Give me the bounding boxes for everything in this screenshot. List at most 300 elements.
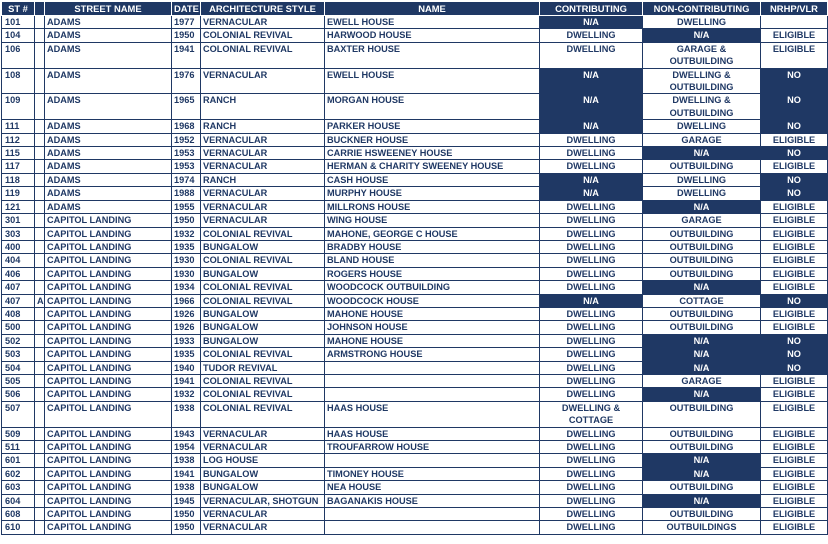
table-row xyxy=(2,173,828,186)
table-body xyxy=(2,16,828,535)
cell-nrhp-vlr: NO xyxy=(761,348,828,361)
cell-st-number: 507 xyxy=(2,401,35,427)
cell-suffix xyxy=(35,187,45,200)
cell-street-name: CAPITOL LANDING xyxy=(45,508,172,521)
cell-nrhp-vlr: NO xyxy=(761,334,828,347)
cell-date: 1955 xyxy=(172,200,201,213)
cell-nrhp-vlr: ELIGIBLE xyxy=(761,254,828,267)
cell-non-contributing: N/A xyxy=(643,348,761,361)
table-row xyxy=(2,307,828,320)
cell-suffix xyxy=(35,254,45,267)
table-row xyxy=(2,374,828,387)
cell-contributing: DWELLING xyxy=(540,334,643,347)
cell-nrhp-vlr: ELIGIBLE xyxy=(761,494,828,507)
table-row xyxy=(2,334,828,347)
cell-name: HAAS HOUSE xyxy=(325,401,540,427)
cell-name: MORGAN HOUSE xyxy=(325,94,540,120)
cell-suffix xyxy=(35,454,45,467)
cell-st-number: 106 xyxy=(2,42,35,68)
cell-street-name: CAPITOL LANDING xyxy=(45,481,172,494)
cell-suffix xyxy=(35,494,45,507)
cell-date: 1974 xyxy=(172,173,201,186)
cell-architecture-style: VERNACULAR xyxy=(201,187,325,200)
cell-date: 1966 xyxy=(172,294,201,307)
cell-name: ROGERS HOUSE xyxy=(325,267,540,280)
cell-non-contributing: OUTBUILDING xyxy=(643,227,761,240)
cell-suffix xyxy=(35,361,45,374)
cell-architecture-style: VERNACULAR xyxy=(201,427,325,440)
cell-non-contributing: OUTBUILDING xyxy=(643,441,761,454)
cell-name: WOODCOCK OUTBUILDING xyxy=(325,281,540,294)
cell-nrhp-vlr: ELIGIBLE xyxy=(761,481,828,494)
cell-st-number: 117 xyxy=(2,160,35,173)
table-row xyxy=(2,227,828,240)
cell-contributing: N/A xyxy=(540,187,643,200)
cell-non-contributing: OUTBUILDING xyxy=(643,307,761,320)
cell-suffix xyxy=(35,29,45,42)
cell-date: 1941 xyxy=(172,374,201,387)
cell-street-name: ADAMS xyxy=(45,42,172,68)
cell-architecture-style: BUNGALOW xyxy=(201,307,325,320)
cell-architecture-style: BUNGALOW xyxy=(201,321,325,334)
table-row xyxy=(2,68,828,94)
cell-st-number: 604 xyxy=(2,494,35,507)
cell-date: 1932 xyxy=(172,227,201,240)
cell-non-contributing: OUTBUILDING xyxy=(643,401,761,427)
table-row xyxy=(2,214,828,227)
table-row xyxy=(2,361,828,374)
cell-st-number: 601 xyxy=(2,454,35,467)
cell-st-number: 503 xyxy=(2,348,35,361)
cell-architecture-style: RANCH xyxy=(201,94,325,120)
cell-nrhp-vlr: ELIGIBLE xyxy=(761,307,828,320)
cell-non-contributing: OUTBUILDING xyxy=(643,160,761,173)
table-row xyxy=(2,254,828,267)
cell-nrhp-vlr: ELIGIBLE xyxy=(761,42,828,68)
cell-architecture-style: BUNGALOW xyxy=(201,481,325,494)
cell-date: 1954 xyxy=(172,441,201,454)
cell-street-name: CAPITOL LANDING xyxy=(45,307,172,320)
table-row xyxy=(2,521,828,534)
cell-nrhp-vlr: ELIGIBLE xyxy=(761,467,828,480)
cell-suffix xyxy=(35,388,45,401)
cell-non-contributing: N/A xyxy=(643,200,761,213)
table-row xyxy=(2,441,828,454)
cell-name xyxy=(325,454,540,467)
cell-suffix xyxy=(35,240,45,253)
cell-architecture-style: COLONIAL REVIVAL xyxy=(201,281,325,294)
cell-contributing: DWELLING xyxy=(540,214,643,227)
cell-street-name: CAPITOL LANDING xyxy=(45,401,172,427)
cell-st-number: 303 xyxy=(2,227,35,240)
cell-name: MURPHY HOUSE xyxy=(325,187,540,200)
cell-non-contributing: DWELLING & OUTBUILDING xyxy=(643,94,761,120)
cell-non-contributing: DWELLING xyxy=(643,173,761,186)
cell-non-contributing: N/A xyxy=(643,334,761,347)
cell-street-name: ADAMS xyxy=(45,187,172,200)
cell-architecture-style: COLONIAL REVIVAL xyxy=(201,374,325,387)
cell-name: BAXTER HOUSE xyxy=(325,42,540,68)
cell-nrhp-vlr: NO xyxy=(761,94,828,120)
cell-nrhp-vlr: ELIGIBLE xyxy=(761,454,828,467)
cell-date: 1940 xyxy=(172,361,201,374)
cell-suffix xyxy=(35,467,45,480)
cell-architecture-style: BUNGALOW xyxy=(201,240,325,253)
cell-st-number: 111 xyxy=(2,120,35,133)
cell-architecture-style: VERNACULAR xyxy=(201,214,325,227)
cell-architecture-style: VERNACULAR xyxy=(201,133,325,146)
cell-non-contributing: DWELLING xyxy=(643,120,761,133)
cell-nrhp-vlr: ELIGIBLE xyxy=(761,214,828,227)
cell-nrhp-vlr: ELIGIBLE xyxy=(761,441,828,454)
cell-nrhp-vlr: ELIGIBLE xyxy=(761,521,828,534)
cell-st-number: 108 xyxy=(2,68,35,94)
cell-date: 1932 xyxy=(172,388,201,401)
cell-contributing: DWELLING & COTTAGE xyxy=(540,401,643,427)
cell-suffix xyxy=(35,441,45,454)
cell-name xyxy=(325,388,540,401)
cell-name: BLAND HOUSE xyxy=(325,254,540,267)
cell-nrhp-vlr: ELIGIBLE xyxy=(761,427,828,440)
cell-contributing: N/A xyxy=(540,68,643,94)
cell-st-number: 109 xyxy=(2,94,35,120)
cell-name: MILLRONS HOUSE xyxy=(325,200,540,213)
cell-nrhp-vlr: ELIGIBLE xyxy=(761,321,828,334)
cell-contributing: N/A xyxy=(540,94,643,120)
property-table xyxy=(1,1,828,535)
table-row xyxy=(2,388,828,401)
cell-st-number: 404 xyxy=(2,254,35,267)
cell-street-name: ADAMS xyxy=(45,16,172,29)
cell-nrhp-vlr: ELIGIBLE xyxy=(761,200,828,213)
cell-suffix xyxy=(35,173,45,186)
cell-street-name: CAPITOL LANDING xyxy=(45,348,172,361)
cell-non-contributing: N/A xyxy=(643,494,761,507)
cell-nrhp-vlr: NO xyxy=(761,361,828,374)
cell-date: 1938 xyxy=(172,454,201,467)
cell-nrhp-vlr: ELIGIBLE xyxy=(761,29,828,42)
cell-non-contributing: OUTBUILDINGS xyxy=(643,521,761,534)
header-contributing: CONTRIBUTING xyxy=(540,2,643,16)
cell-st-number: 610 xyxy=(2,521,35,534)
cell-contributing: DWELLING xyxy=(540,374,643,387)
cell-contributing: DWELLING xyxy=(540,133,643,146)
table-row xyxy=(2,42,828,68)
cell-st-number: 602 xyxy=(2,467,35,480)
cell-name: HAAS HOUSE xyxy=(325,427,540,440)
cell-architecture-style: VERNACULAR xyxy=(201,521,325,534)
cell-contributing: DWELLING xyxy=(540,267,643,280)
cell-street-name: CAPITOL LANDING xyxy=(45,281,172,294)
header-date: DATE xyxy=(172,2,201,16)
cell-suffix xyxy=(35,481,45,494)
cell-street-name: CAPITOL LANDING xyxy=(45,254,172,267)
cell-st-number: 504 xyxy=(2,361,35,374)
cell-name: TIMONEY HOUSE xyxy=(325,467,540,480)
cell-street-name: CAPITOL LANDING xyxy=(45,374,172,387)
cell-nrhp-vlr: NO xyxy=(761,68,828,94)
cell-architecture-style: VERNACULAR xyxy=(201,160,325,173)
cell-date: 1930 xyxy=(172,254,201,267)
header-st-number: ST # xyxy=(2,2,35,16)
cell-contributing: DWELLING xyxy=(540,227,643,240)
cell-date: 1930 xyxy=(172,267,201,280)
cell-nrhp-vlr: ELIGIBLE xyxy=(761,508,828,521)
cell-non-contributing: OUTBUILDING xyxy=(643,481,761,494)
cell-non-contributing: DWELLING xyxy=(643,16,761,29)
cell-contributing: DWELLING xyxy=(540,348,643,361)
cell-architecture-style: VERNACULAR xyxy=(201,200,325,213)
cell-date: 1943 xyxy=(172,427,201,440)
cell-suffix xyxy=(35,374,45,387)
cell-street-name: CAPITOL LANDING xyxy=(45,454,172,467)
cell-date: 1950 xyxy=(172,214,201,227)
cell-st-number: 603 xyxy=(2,481,35,494)
cell-non-contributing: N/A xyxy=(643,388,761,401)
cell-name xyxy=(325,361,540,374)
cell-nrhp-vlr: ELIGIBLE xyxy=(761,267,828,280)
cell-non-contributing: GARAGE & OUTBUILDING xyxy=(643,42,761,68)
cell-date: 1926 xyxy=(172,307,201,320)
cell-suffix xyxy=(35,94,45,120)
cell-non-contributing: OUTBUILDING xyxy=(643,427,761,440)
cell-st-number: 121 xyxy=(2,200,35,213)
table-row xyxy=(2,294,828,307)
cell-nrhp-vlr: NO xyxy=(761,294,828,307)
cell-date: 1950 xyxy=(172,29,201,42)
cell-suffix xyxy=(35,427,45,440)
cell-non-contributing: GARAGE xyxy=(643,133,761,146)
cell-non-contributing: N/A xyxy=(643,281,761,294)
cell-suffix xyxy=(35,401,45,427)
cell-contributing: DWELLING xyxy=(540,200,643,213)
table-row xyxy=(2,200,828,213)
cell-architecture-style: LOG HOUSE xyxy=(201,454,325,467)
cell-st-number: 119 xyxy=(2,187,35,200)
cell-date: 1950 xyxy=(172,521,201,534)
cell-street-name: ADAMS xyxy=(45,29,172,42)
cell-contributing: DWELLING xyxy=(540,42,643,68)
cell-name: BUCKNER HOUSE xyxy=(325,133,540,146)
cell-suffix xyxy=(35,508,45,521)
cell-architecture-style: VERNACULAR xyxy=(201,508,325,521)
cell-architecture-style: COLONIAL REVIVAL xyxy=(201,227,325,240)
cell-suffix xyxy=(35,521,45,534)
cell-architecture-style: COLONIAL REVIVAL xyxy=(201,348,325,361)
cell-name: TROUFARROW HOUSE xyxy=(325,441,540,454)
cell-date: 1988 xyxy=(172,187,201,200)
cell-contributing: DWELLING xyxy=(540,240,643,253)
cell-architecture-style: BUNGALOW xyxy=(201,267,325,280)
cell-name: PARKER HOUSE xyxy=(325,120,540,133)
cell-st-number: 115 xyxy=(2,147,35,160)
cell-st-number: 608 xyxy=(2,508,35,521)
cell-date: 1938 xyxy=(172,481,201,494)
cell-street-name: CAPITOL LANDING xyxy=(45,321,172,334)
cell-non-contributing: DWELLING xyxy=(643,187,761,200)
cell-street-name: CAPITOL LANDING xyxy=(45,294,172,307)
cell-contributing: DWELLING xyxy=(540,521,643,534)
cell-suffix xyxy=(35,214,45,227)
cell-non-contributing: GARAGE xyxy=(643,374,761,387)
table-row xyxy=(2,401,828,427)
cell-date: 1935 xyxy=(172,240,201,253)
cell-suffix xyxy=(35,16,45,29)
header-architecture-style: ARCHITECTURE STYLE xyxy=(201,2,325,16)
cell-street-name: CAPITOL LANDING xyxy=(45,388,172,401)
cell-non-contributing: DWELLING & OUTBUILDING xyxy=(643,68,761,94)
table-row xyxy=(2,321,828,334)
cell-date: 1968 xyxy=(172,120,201,133)
cell-contributing: DWELLING xyxy=(540,361,643,374)
cell-nrhp-vlr: NO xyxy=(761,120,828,133)
cell-suffix xyxy=(35,133,45,146)
cell-street-name: ADAMS xyxy=(45,120,172,133)
cell-street-name: CAPITOL LANDING xyxy=(45,240,172,253)
cell-architecture-style: COLONIAL REVIVAL xyxy=(201,388,325,401)
cell-suffix xyxy=(35,334,45,347)
cell-nrhp-vlr: ELIGIBLE xyxy=(761,281,828,294)
cell-name: CASH HOUSE xyxy=(325,173,540,186)
cell-architecture-style: COLONIAL REVIVAL xyxy=(201,29,325,42)
cell-street-name: CAPITOL LANDING xyxy=(45,427,172,440)
cell-non-contributing: N/A xyxy=(643,361,761,374)
cell-date: 1941 xyxy=(172,467,201,480)
header-suffix xyxy=(35,2,45,16)
cell-non-contributing: OUTBUILDING xyxy=(643,267,761,280)
cell-st-number: 500 xyxy=(2,321,35,334)
table-row xyxy=(2,160,828,173)
cell-st-number: 118 xyxy=(2,173,35,186)
cell-date: 1953 xyxy=(172,147,201,160)
cell-suffix: A xyxy=(35,294,45,307)
cell-non-contributing: OUTBUILDING xyxy=(643,254,761,267)
cell-name xyxy=(325,521,540,534)
cell-non-contributing: N/A xyxy=(643,467,761,480)
cell-suffix xyxy=(35,281,45,294)
cell-contributing: DWELLING xyxy=(540,388,643,401)
cell-contributing: DWELLING xyxy=(540,160,643,173)
table-row xyxy=(2,267,828,280)
cell-street-name: CAPITOL LANDING xyxy=(45,494,172,507)
cell-date: 1938 xyxy=(172,401,201,427)
cell-st-number: 101 xyxy=(2,16,35,29)
cell-name: HARWOOD HOUSE xyxy=(325,29,540,42)
cell-contributing: DWELLING xyxy=(540,467,643,480)
cell-st-number: 511 xyxy=(2,441,35,454)
cell-date: 1952 xyxy=(172,133,201,146)
cell-contributing: DWELLING xyxy=(540,29,643,42)
cell-name: EWELL HOUSE xyxy=(325,16,540,29)
cell-name: MAHONE, GEORGE C HOUSE xyxy=(325,227,540,240)
table-row xyxy=(2,147,828,160)
cell-st-number: 407 xyxy=(2,294,35,307)
cell-street-name: CAPITOL LANDING xyxy=(45,214,172,227)
header-street-name: STREET NAME xyxy=(45,2,172,16)
table-row xyxy=(2,29,828,42)
cell-suffix xyxy=(35,348,45,361)
table-row xyxy=(2,120,828,133)
cell-st-number: 502 xyxy=(2,334,35,347)
cell-street-name: ADAMS xyxy=(45,147,172,160)
cell-nrhp-vlr: ELIGIBLE xyxy=(761,401,828,427)
header-nrhp-vlr: NRHP/VLR xyxy=(761,2,828,16)
cell-suffix xyxy=(35,267,45,280)
cell-date: 1926 xyxy=(172,321,201,334)
cell-contributing: DWELLING xyxy=(540,254,643,267)
cell-contributing: DWELLING xyxy=(540,454,643,467)
cell-nrhp-vlr: NO xyxy=(761,187,828,200)
cell-name: ARMSTRONG HOUSE xyxy=(325,348,540,361)
cell-date: 1941 xyxy=(172,42,201,68)
cell-architecture-style: BUNGALOW xyxy=(201,467,325,480)
cell-non-contributing: OUTBUILDING xyxy=(643,321,761,334)
cell-street-name: ADAMS xyxy=(45,160,172,173)
cell-nrhp-vlr xyxy=(761,16,828,29)
table-row xyxy=(2,454,828,467)
cell-st-number: 509 xyxy=(2,427,35,440)
cell-architecture-style: COLONIAL REVIVAL xyxy=(201,401,325,427)
cell-street-name: ADAMS xyxy=(45,68,172,94)
cell-name: BRADBY HOUSE xyxy=(325,240,540,253)
cell-contributing: DWELLING xyxy=(540,427,643,440)
cell-non-contributing: N/A xyxy=(643,29,761,42)
cell-st-number: 104 xyxy=(2,29,35,42)
cell-name: CARRIE HSWEENEY HOUSE xyxy=(325,147,540,160)
cell-suffix xyxy=(35,42,45,68)
cell-st-number: 505 xyxy=(2,374,35,387)
table-row xyxy=(2,240,828,253)
cell-non-contributing: N/A xyxy=(643,147,761,160)
cell-name xyxy=(325,508,540,521)
cell-nrhp-vlr: ELIGIBLE xyxy=(761,133,828,146)
cell-non-contributing: GARAGE xyxy=(643,214,761,227)
cell-architecture-style: VERNACULAR xyxy=(201,68,325,94)
cell-suffix xyxy=(35,227,45,240)
cell-contributing: DWELLING xyxy=(540,307,643,320)
cell-architecture-style: RANCH xyxy=(201,120,325,133)
cell-contributing: N/A xyxy=(540,294,643,307)
cell-contributing: DWELLING xyxy=(540,281,643,294)
table-row xyxy=(2,16,828,29)
cell-street-name: CAPITOL LANDING xyxy=(45,361,172,374)
cell-date: 1953 xyxy=(172,160,201,173)
cell-suffix xyxy=(35,120,45,133)
cell-st-number: 112 xyxy=(2,133,35,146)
cell-date: 1976 xyxy=(172,68,201,94)
cell-suffix xyxy=(35,321,45,334)
cell-st-number: 301 xyxy=(2,214,35,227)
cell-contributing: DWELLING xyxy=(540,508,643,521)
cell-name xyxy=(325,374,540,387)
cell-architecture-style: VERNACULAR, SHOTGUN xyxy=(201,494,325,507)
cell-date: 1934 xyxy=(172,281,201,294)
table-row xyxy=(2,481,828,494)
table-row xyxy=(2,508,828,521)
cell-street-name: CAPITOL LANDING xyxy=(45,521,172,534)
cell-name: JOHNSON HOUSE xyxy=(325,321,540,334)
cell-contributing: N/A xyxy=(540,120,643,133)
cell-architecture-style: RANCH xyxy=(201,173,325,186)
cell-contributing: DWELLING xyxy=(540,441,643,454)
cell-date: 1945 xyxy=(172,494,201,507)
cell-contributing: DWELLING xyxy=(540,481,643,494)
table-row xyxy=(2,281,828,294)
table-row xyxy=(2,427,828,440)
cell-contributing: DWELLING xyxy=(540,494,643,507)
cell-nrhp-vlr: ELIGIBLE xyxy=(761,240,828,253)
cell-non-contributing: N/A xyxy=(643,454,761,467)
